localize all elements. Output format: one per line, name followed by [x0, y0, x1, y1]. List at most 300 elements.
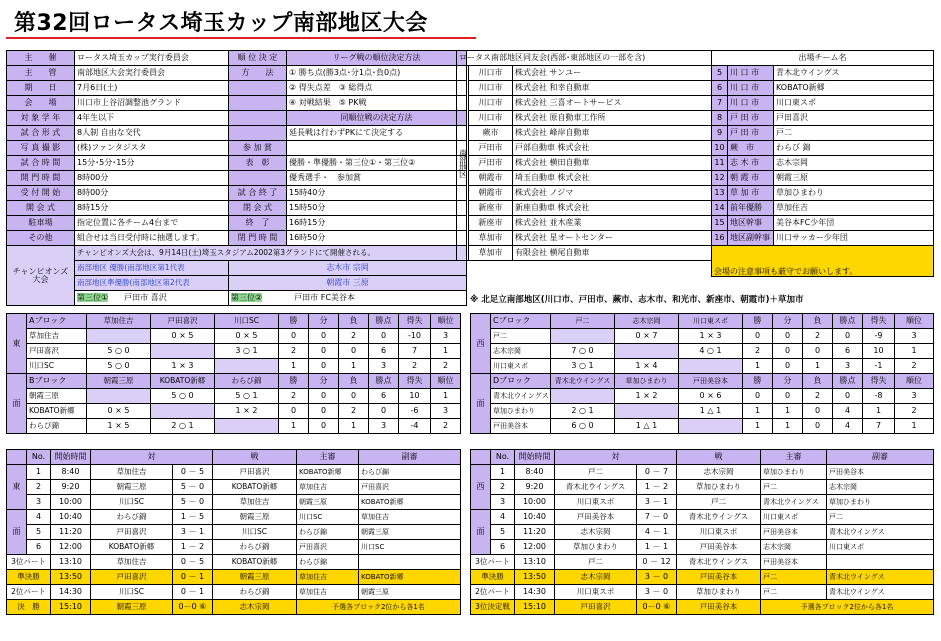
league-head: 勝点 — [369, 314, 399, 329]
league-team: 川口SC — [27, 359, 87, 374]
match-time: 13:50 — [515, 570, 555, 585]
match-result — [87, 329, 151, 344]
league-stat: 10 — [863, 344, 895, 359]
league-stat: 1 — [895, 344, 934, 359]
teams-table — [711, 50, 934, 277]
match-home: 川口東スポ — [555, 585, 637, 600]
info-label: 期 日 — [7, 81, 75, 96]
teams-head: 出場チーム名 — [712, 51, 934, 66]
third2-label: 第三位② — [231, 293, 263, 302]
sched-head: 副審 — [359, 450, 461, 465]
league-stat: 2 — [803, 329, 833, 344]
sponsor-row — [457, 96, 712, 111]
info-row — [7, 216, 467, 231]
rank-label — [229, 126, 287, 141]
league-stat: 6 — [369, 344, 399, 359]
league-team: 朝霞三原 — [27, 389, 87, 404]
match-home: 川口SC — [91, 585, 173, 600]
league-stat: 0 — [773, 359, 803, 374]
match-result: 1 △ 1 — [679, 404, 743, 419]
info-value: ロータス埼玉カップ実行委員会 — [75, 51, 229, 66]
league-head: 負 — [339, 314, 369, 329]
league-stat: 0 — [369, 329, 399, 344]
side-label: 面 — [471, 374, 491, 434]
team-row — [712, 231, 934, 246]
rank-label — [229, 171, 287, 186]
sponsor-company: 株式会社 横田自動車 — [513, 156, 712, 171]
league-row — [471, 329, 934, 344]
match-time: 10:40 — [515, 510, 555, 525]
block-name: Aブロック — [27, 314, 87, 329]
match-time: 14:30 — [51, 585, 91, 600]
league-head: 順位 — [431, 374, 461, 389]
rank-label: 閉 会 式 — [229, 201, 287, 216]
team-name: 青木北ウイングス — [774, 66, 934, 81]
sub-referee — [827, 555, 934, 570]
rank-value: 優秀選手・ 参加賞 — [287, 171, 467, 186]
side-label: 面 — [7, 510, 27, 555]
sponsor-city: 新座市 — [469, 201, 513, 216]
match-result: 1 × 4 — [615, 359, 679, 374]
block-col: 戸田喜沢 — [151, 314, 215, 329]
info-row — [7, 171, 467, 186]
page-title: 第32回ロータス埼玉カップ南部地区大会 — [14, 11, 428, 36]
main-referee: 草加住吉 — [297, 570, 359, 585]
league-stat: 0 — [773, 344, 803, 359]
east-schedule-table — [6, 449, 461, 615]
match-home: 朝霞三原 — [91, 600, 173, 615]
match-time: 8:40 — [515, 465, 555, 480]
match-row — [471, 555, 934, 570]
sched-head: No. — [491, 450, 515, 465]
info-label: 試 合 形 式 — [7, 126, 75, 141]
sched-head: 対 — [555, 450, 677, 465]
sub-referee: 草加ひまわり — [827, 495, 934, 510]
team-name: 草加ひまわり — [774, 186, 934, 201]
sponsor-row — [457, 216, 712, 231]
match-away: 志木宗岡 — [677, 465, 761, 480]
league-stat: 0 — [339, 389, 369, 404]
match-no: 2 — [27, 480, 51, 495]
block-head-row — [7, 314, 461, 329]
main-referee: 志木宗岡 — [761, 540, 827, 555]
rank-value: 16時50分 — [287, 231, 467, 246]
match-home: 青木北ウイングス — [555, 480, 637, 495]
champ-row — [7, 276, 467, 291]
league-head: 分 — [773, 374, 803, 389]
sponsor-row — [457, 126, 712, 141]
league-stat: -4 — [399, 419, 431, 434]
match-result: 2 ○ 1 — [151, 419, 215, 434]
league-stat: 4 — [833, 404, 863, 419]
rank-value: 優勝・準優勝・第三位①・第三位② — [287, 156, 467, 171]
league-stat: -1 — [863, 359, 895, 374]
match-time: 8:40 — [51, 465, 91, 480]
team-city: 朝 霞 市 — [728, 171, 774, 186]
league-row — [471, 359, 934, 374]
match-row — [471, 570, 934, 585]
match-row — [7, 495, 461, 510]
league-team: 戸二 — [491, 329, 551, 344]
sched-head: 開始時間 — [515, 450, 555, 465]
team-name: 美谷本FC少年団 — [774, 216, 934, 231]
league-row — [471, 344, 934, 359]
match-away: 戸二 — [677, 495, 761, 510]
match-row — [471, 585, 934, 600]
league-row — [471, 389, 934, 404]
west-schedule-table — [470, 449, 934, 615]
match-row — [7, 525, 461, 540]
match-time: 14:30 — [515, 585, 555, 600]
league-stat: 1 — [743, 419, 773, 434]
sub-referee: 川口SC — [359, 540, 461, 555]
match-away: 戸田美谷本 — [677, 540, 761, 555]
league-row — [7, 404, 461, 419]
sub-referee: 青木北ウイングス — [827, 525, 934, 540]
sched-head: 主審 — [297, 450, 359, 465]
match-no: 2 — [491, 480, 515, 495]
league-stat: -10 — [399, 329, 431, 344]
league-stat: 1 — [339, 419, 369, 434]
match-result: 1 △ 1 — [615, 419, 679, 434]
rank-label: 試 合 終 了 — [229, 186, 287, 201]
team-row — [712, 141, 934, 156]
info-row — [7, 126, 467, 141]
info-label: 主 管 — [7, 66, 75, 81]
info-value: 7月6日(土) — [75, 81, 229, 96]
match-score: 5 － 0 — [173, 495, 213, 510]
block-name: Dブロック — [491, 374, 551, 389]
side-label: 西 — [471, 314, 491, 374]
teams-notice-row — [712, 246, 934, 277]
match-result — [151, 404, 215, 419]
league-team: 戸田美谷本 — [491, 419, 551, 434]
sponsor-company: 株式会社 サンユー — [513, 66, 712, 81]
match-row — [471, 495, 934, 510]
match-score: 5 － 0 — [173, 480, 213, 495]
block-name: Bブロック — [27, 374, 87, 389]
info-label: 写 真 撮 影 — [7, 141, 75, 156]
match-score: 0 － 5 — [173, 465, 213, 480]
info-value: 川口市上谷沼調整池グランド — [75, 96, 229, 111]
match-row — [7, 585, 461, 600]
team-no: 14 — [712, 201, 728, 216]
info-row — [7, 186, 467, 201]
league-team: わらび錦 — [27, 419, 87, 434]
league-team: 青木北ウイングス — [491, 389, 551, 404]
match-row — [7, 570, 461, 585]
rank-value: ④ 対戦結果 ⑤ PK戦 — [287, 96, 467, 111]
league-stat: 2 — [399, 359, 431, 374]
match-result — [679, 419, 743, 434]
rank-value: 同順位戦の決定方法 — [287, 111, 467, 126]
sponsor-blank-row — [457, 261, 712, 276]
info-table — [6, 50, 467, 306]
league-stat: 1 — [773, 419, 803, 434]
team-no: 10 — [712, 141, 728, 156]
league-stat: 2 — [895, 404, 934, 419]
league-stat: 6 — [369, 389, 399, 404]
league-stat: 0 — [309, 389, 339, 404]
match-score: 3 － 0 — [637, 570, 677, 585]
match-home: 草加ひまわり — [555, 540, 637, 555]
league-stat: 3 — [369, 419, 399, 434]
league-stat: 0 — [309, 329, 339, 344]
sched-head: 副審 — [827, 450, 934, 465]
match-result — [551, 389, 615, 404]
info-row — [7, 81, 467, 96]
match-time: 15:10 — [515, 600, 555, 615]
rank-label: 閉 門 時 間 — [229, 231, 287, 246]
league-stat: 3 — [895, 389, 934, 404]
sponsor-row — [457, 201, 712, 216]
match-away: 草加ひまわり — [677, 585, 761, 600]
sched-head: 開始時間 — [51, 450, 91, 465]
league-stat: 0 — [833, 389, 863, 404]
team-no: 15 — [712, 216, 728, 231]
team-row — [712, 201, 934, 216]
main-referee: 戸二 — [761, 480, 827, 495]
sub-referee: 朝霞三原 — [359, 525, 461, 540]
sponsor-company: 株式会社 星オートセンター — [513, 231, 712, 246]
league-head: 得失 — [863, 314, 895, 329]
match-result: 3 ○ 1 — [215, 344, 279, 359]
champ-line: チャンピオンズ大会は、9月14日(土)埼玉スタジアム2002第3グランドにて開催される。 — [75, 246, 467, 261]
rank-value: リーグ戦の順位決定方法 — [287, 51, 467, 66]
match-no: 3 — [27, 495, 51, 510]
league-row — [7, 389, 461, 404]
team-city: 地区副幹事 — [728, 231, 774, 246]
league-stat: 2 — [431, 419, 461, 434]
sponsor-company: 株式会社 和幸自動車 — [513, 81, 712, 96]
teams-head-row — [712, 51, 934, 66]
region-note: ※ 北足立南部地区(川口市、戸田市、蕨市、志木市、和光市、新座市、朝霞市)＋草加市 — [470, 295, 804, 305]
match-score: 0－0 ⑥ — [637, 600, 677, 615]
info-label: その他 — [7, 231, 75, 246]
league-row — [7, 359, 461, 374]
rank-label — [229, 81, 287, 96]
team-city: 川 口 市 — [728, 66, 774, 81]
side-label: 東 — [7, 465, 27, 510]
league-head: 順位 — [895, 314, 934, 329]
block-head-row — [7, 374, 461, 389]
match-time: 12:00 — [51, 540, 91, 555]
match-result — [151, 344, 215, 359]
team-city: 前年優勝 — [728, 201, 774, 216]
league-stat: 3 — [369, 359, 399, 374]
match-result: 1 × 2 — [615, 389, 679, 404]
rank-value: 16時15分 — [287, 216, 467, 231]
match-home: 戸田喜沢 — [91, 570, 173, 585]
team-name: KOBATO新郷 — [774, 81, 934, 96]
league-stat: 1 — [773, 404, 803, 419]
match-away: 戸田美谷本 — [677, 570, 761, 585]
match-result: 1 × 2 — [215, 404, 279, 419]
league-stat: 2 — [279, 389, 309, 404]
match-score: 3 － 1 — [637, 495, 677, 510]
rank-value: ② 得失点差 ③ 総得点 — [287, 81, 467, 96]
league-stat: 0 — [743, 389, 773, 404]
block-col: 朝霞三原 — [87, 374, 151, 389]
match-home: KOBATO新郷 — [91, 540, 173, 555]
match-home: 志木宗岡 — [555, 570, 637, 585]
match-score: 1 － 2 — [173, 540, 213, 555]
sub-referee: 草加住吉 — [359, 510, 461, 525]
match-time: 9:20 — [515, 480, 555, 495]
match-row — [471, 465, 934, 480]
match-time: 13:10 — [51, 555, 91, 570]
third2-team: 戸田市 FC美谷本 — [294, 293, 355, 302]
info-row — [7, 141, 467, 156]
sponsor-company: 有限会社 横尾自動車 — [513, 246, 712, 261]
side-label: 面 — [471, 510, 491, 555]
sponsor-city: 草加市 — [469, 231, 513, 246]
match-away: わらび錦 — [213, 540, 297, 555]
info-label: 開 会 式 — [7, 201, 75, 216]
referee-note: 予選各ブロック2位から各1名 — [761, 600, 934, 615]
match-result — [215, 419, 279, 434]
rank-label: 終 了 — [229, 216, 287, 231]
match-time: 13:50 — [51, 570, 91, 585]
league-stat: 0 — [309, 344, 339, 359]
champ-row — [7, 246, 467, 261]
block-col: 戸田美谷本 — [679, 374, 743, 389]
team-no: 9 — [712, 126, 728, 141]
match-time: 12:00 — [515, 540, 555, 555]
league-row — [7, 419, 461, 434]
sub-referee: わらび錦 — [359, 465, 461, 480]
league-stat: 2 — [895, 359, 934, 374]
match-time: 13:10 — [515, 555, 555, 570]
team-no: 5 — [712, 66, 728, 81]
league-head: 勝 — [743, 314, 773, 329]
match-round: 準決勝 — [7, 570, 51, 585]
match-result — [87, 389, 151, 404]
sponsor-head-row — [457, 51, 712, 66]
team-name: 戸田喜沢 — [774, 111, 934, 126]
sponsor-company: 戸部自動車 株式会社 — [513, 141, 712, 156]
match-row — [7, 555, 461, 570]
match-result: 1 × 3 — [151, 359, 215, 374]
match-away: KOBATO新郷 — [213, 555, 297, 570]
league-stat: 3 — [431, 329, 461, 344]
match-score: 0 － 7 — [637, 465, 677, 480]
sponsor-company: 埼玉自動車 株式会社 — [513, 171, 712, 186]
info-row — [7, 51, 467, 66]
block-head-row — [471, 314, 934, 329]
league-stat: 0 — [279, 404, 309, 419]
main-referee: 戸二 — [761, 570, 827, 585]
match-away: 青木北ウイングス — [677, 510, 761, 525]
league-stat: 1 — [803, 359, 833, 374]
rank-value: 15時40分 — [287, 186, 467, 201]
team-city: 志 木 市 — [728, 156, 774, 171]
team-city: 川 口 市 — [728, 81, 774, 96]
league-stat: 10 — [399, 389, 431, 404]
team-row — [712, 171, 934, 186]
league-stat: 0 — [803, 344, 833, 359]
sponsor-row — [457, 156, 712, 171]
match-score: 0－0 ⑥ — [173, 600, 213, 615]
west-league-table — [470, 313, 934, 434]
sponsor-city: 草加市 — [469, 246, 513, 261]
match-result: 5 ○ 0 — [87, 344, 151, 359]
side-label: 面 — [7, 374, 27, 434]
info-value: 8時15分 — [75, 201, 229, 216]
league-head: 順位 — [895, 374, 934, 389]
sched-head-row — [471, 450, 934, 465]
match-time: 10:00 — [51, 495, 91, 510]
sched-blank — [471, 450, 491, 465]
team-no: 12 — [712, 171, 728, 186]
info-label: 受 付 開 始 — [7, 186, 75, 201]
info-row — [7, 201, 467, 216]
match-time: 10:40 — [51, 510, 91, 525]
sched-head: 主審 — [761, 450, 827, 465]
match-home: 戸二 — [555, 555, 637, 570]
match-result: 0 × 7 — [615, 329, 679, 344]
league-stat: 1 — [863, 404, 895, 419]
league-stat: 0 — [309, 359, 339, 374]
team-no: 6 — [712, 81, 728, 96]
league-head: 分 — [309, 314, 339, 329]
block-col: 草加ひまわり — [615, 374, 679, 389]
block-col: 青木北ウイングス — [551, 374, 615, 389]
match-round: 3位決定戦 — [471, 600, 515, 615]
league-team: 川口東スポ — [491, 359, 551, 374]
league-head: 分 — [309, 374, 339, 389]
match-home: 戸田喜沢 — [555, 600, 637, 615]
match-row — [7, 600, 461, 615]
league-head: 分 — [773, 314, 803, 329]
block-col: 川口SC — [215, 314, 279, 329]
match-score: 1 － 1 — [637, 540, 677, 555]
match-result: 5 ○ 0 — [151, 389, 215, 404]
league-stat: 3 — [431, 404, 461, 419]
sponsor-table — [456, 50, 712, 275]
match-result: 3 ○ 1 — [551, 359, 615, 374]
third-place-2 — [229, 291, 467, 306]
sched-head: 対 — [91, 450, 213, 465]
info-label: 駐車場 — [7, 216, 75, 231]
league-stat: 6 — [833, 344, 863, 359]
league-row — [7, 329, 461, 344]
match-no: 6 — [491, 540, 515, 555]
match-row — [7, 510, 461, 525]
main-referee: 戸田美谷本 — [761, 555, 827, 570]
team-no: 16 — [712, 231, 728, 246]
match-result: 6 ○ 0 — [551, 419, 615, 434]
match-result — [615, 404, 679, 419]
league-stat: 2 — [339, 329, 369, 344]
info-value: 8人制 自由な交代 — [75, 126, 229, 141]
info-row — [7, 156, 467, 171]
league-head: 負 — [803, 374, 833, 389]
match-no: 5 — [27, 525, 51, 540]
main-referee: 戸二 — [761, 585, 827, 600]
league-stat: 7 — [399, 344, 431, 359]
match-time: 9:20 — [51, 480, 91, 495]
match-result: 5 ○ 0 — [87, 359, 151, 374]
info-value: 南部地区大会実行委員会 — [75, 66, 229, 81]
sponsor-row — [457, 66, 712, 81]
league-stat: 0 — [309, 419, 339, 434]
rank-label — [229, 111, 287, 126]
league-stat: 0 — [833, 329, 863, 344]
info-value: 指定位置に各チーム4台まで — [75, 216, 229, 231]
third1-team: 戸田市 喜沢 — [124, 293, 167, 302]
info-value: 8時00分 — [75, 186, 229, 201]
